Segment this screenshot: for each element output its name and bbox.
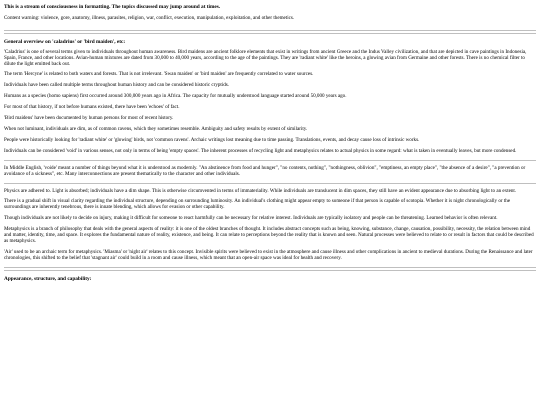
paragraph: 'Bird maidens' have been documented by human persons for most of recent history. (4, 115, 174, 122)
paragraph: 'Caladrius' is one of several terms given to individuals throughout human awareness. Bird maidens are ancient folklore elements that exist in writings from ancient Greece and the Indus Valley civilization, and that are depicted in cave paintings in Indonesia, Spain, France, and other locations. Avian-human mixtures are dated from 30,000 to 40,000 years, according to the age of the paintings. They are 'radiant white' like the heroins, a glowing avian from Germaine and other forests. There is no chemical filter to dilute the light emitted back out. (4, 48, 527, 67)
paragraph: 'Air' used to be an archaic term for metaphysics. 'Miasma' or 'night air' relates to this concept. Invisible spirits were believed to exist in the atmosphere and cause illness and other complications in ancient to medieval durations. During the Renaissance and later chronologies, this shifted to the belief that 'stagnant air' could build in a room and cause illness, which meant that an open-air space was ideal for health and recovery. (4, 248, 533, 261)
paragraph: Humans as a species (homo sapiens) first occurred around 300,000 years ago in Africa. The capacity for mutually understood language started around 50,000 years ago. (4, 93, 347, 100)
paragraph: There is a gradual shift in visual clarity regarding the individual structure, depending on surrounding luminosity. An individual's clothing might appear empty to someone if that person is capable of scotopia. Whether it is night chronologically or the surroundings are inherently tenebrous, there is innate blending, which allows for evasion or other capability. (4, 198, 511, 211)
section-divider (4, 267, 536, 271)
paragraph: In Middle English, 'voide' meant a number of things beyond what it is understood as modernly. "An abstinence from food and hunger", "no contents, nothing", "nothingness, oblivion", "emptiness, an empty place", "the absence of a desire", "a prevention or avoidance of a sickness", etc. Many interconnections are present thematically to the character and other individuals. (4, 164, 526, 177)
paragraph: The term 'Hercyne' is related to both waters and forests. That is not irrelevant. 'Swan maiden' or 'bird maiden' are frequently correlated to water sources. (4, 71, 314, 78)
section-divider (4, 30, 536, 34)
paragraph: Metaphysics is a branch of philosophy that deals with the general aspects of reality: it is one of the oldest branches of thought. It includes abstract concepts such as being, knowing, substance, change, causation, possibility, necessity, the relation between mind and matter, identity, time, and space. It explores the fundamental nature of reality, existence, and being. It can relate to perceptions beyond the reality that is known and seen. Natural processes were believed to relate to or result in factors that could be described as metaphysics. (4, 226, 534, 244)
paragraph: When not luminant, individuals are dim, as of common ravens, which they sometimes resemble. Ambiguity and safety results by extent of similarity. (4, 125, 308, 132)
paragraph: People were historically looking for 'radiant white' or 'glowing' birds, not 'common ravens'. Archaic writings lost meaning due to time passing. Translations, events, and decay cause loss of intrinsic works. (4, 136, 420, 143)
paragraph: Individuals have been called multiple terms throughout human history and can be considered historic cryptids. (4, 82, 230, 89)
paragraph: Individuals can be considered 'void' in various senses, not only in terms of being 'empty spaces'. The inherent processes of recycling light and metaphysics relates to actual physics in some regard: what is taken in eventually leaves, but more condensed. (4, 147, 517, 154)
paragraph: For most of that history, if not before humans existed, there have been 'echoes' of fact. (4, 104, 180, 111)
paragraph: Though individuals are not likely to decide on injury, making it difficult for someone to react harmfully can be necessary for relative interest. Individuals are typically isolatory and people can be threatening. Learned behavior is often relevant. (4, 215, 498, 222)
section-heading-appearance: Appearance, structure, and capability: (4, 275, 92, 282)
document-title: This is a stream of consciousness in formatting. The topics discussed may jump around at times. (4, 4, 221, 10)
divider (4, 160, 536, 161)
content-warning: Content warning: violence, gore, anatomy, illness, parasites, religion, war, conflict, execution, manipulation, exploitation, and other themetics. (4, 14, 295, 21)
divider (4, 183, 536, 184)
section-heading-overview: General overview on 'caladrius' or 'bird maiden', etc: (4, 38, 126, 45)
paragraph: Physics are adhered to. Light is absorbed; individuals have a dim shape. This is otherwise circumvented in terms of immateriality. While individuals are translucent in dim spaces, they still have an evident appearance due to absorbing light to an extent. (4, 187, 517, 194)
